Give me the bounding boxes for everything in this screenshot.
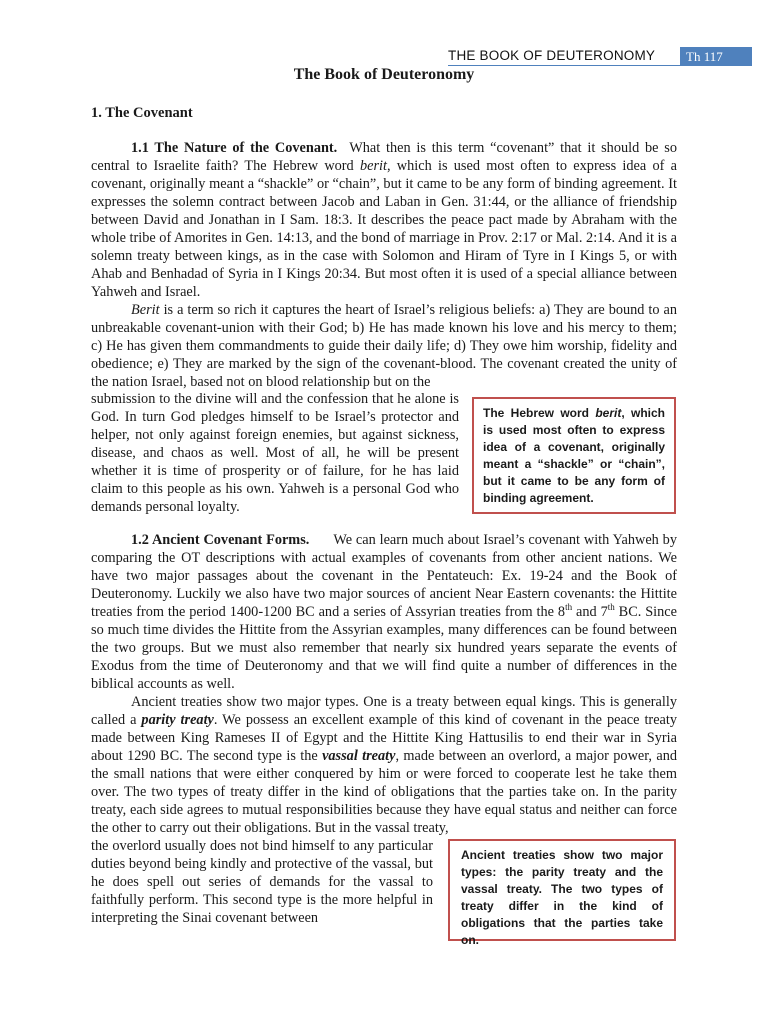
paragraph-berit: Berit is a term so rich it captures the heart of Israel’s religious beliefs: a) They are bound to an unbreakable covenant-union with their God; b) He has made known his love and his mercy to them; c) He has given them commandments to guide their daily life; d) They owe him worship, fidelity and obedience; e) They are marked by the sign of the covenant-blood. The covenant created the unity of the nation Israel, based not on blood relationship but on the — [91, 302, 677, 390]
paragraph-treaty-types: Ancient treaties show two major types. One is a treaty between equal kings. This is generally called a parity treaty. We possess an excellent example of this kind of covenant in the peace treaty made between King Rameses II of Egypt and the Hittite King Hattusilis to end their war in Syria about 1290 BC. The second type is the vassal treaty, made between an overlord, a major power, and the small nations that were either conquered by him or were forced to cooperate lest he take them over. The two types of treaty differ in the kind of obligations that the parties take on. In the parity treaty, each side agrees to mutual responsibilities because they have equal status and neither can force the other to carry out their obligations. But in the vassal treaty, — [91, 694, 678, 836]
callout-treaty-types: Ancient treaties show two major types: the parity treaty and the vassal treaty. The two types of treaty differ in the kind of obligations that the parties take on. — [448, 839, 676, 941]
term-parity-treaty: parity treaty — [141, 712, 214, 728]
paragraph-nature-of-covenant: 1.1 The Nature of the Covenant. What then is this term “covenant” that it should be so central to Israelite faith? The Hebrew word berit, which is used most often to express idea of a covenant, originally meant a “shackle” or “chain”, but it came to be any form of binding agreement. It expresses the solemn contract between Jacob and Laban in Gen. 31:44, or the alliance of friendship between David and Jonathan in I Sam. 18:3. It describes the peace pact made by Abraham with the whole tribe of Amorites in Gen. 14:13, and the bond of marriage in Prov. 2:17 or Mal. 2:14. And it is a solemn treaty between kings, as in the case with Solomon and Hiram of Tyre in I Kings 5, or with Ahab and Benhadad of Syria in I Kings 20:34. But most often it is used of a special alliance between Yahweh and Israel. — [91, 140, 678, 300]
running-header — [448, 47, 752, 66]
section-heading-covenant: 1. The Covenant — [91, 105, 193, 121]
section-1-1-body — [91, 139, 677, 391]
document-title: The Book of Deuteronomy — [293, 66, 475, 83]
paragraph-treaty-types-continued: the overlord usually does not bind himself to any particular duties beyond being kindly and protective of the vassal, but he does spell out series of demands for the vassal to faithfully perform. This second type is the more helpful in interpreting the Sinai covenant between — [91, 838, 433, 926]
course-code-tab: Th 117 — [680, 47, 752, 66]
section-1-2-body — [91, 531, 677, 837]
running-title: THE BOOK OF DEUTERONOMY — [448, 48, 656, 63]
subsection-heading-nature: 1.1 The Nature of the Covenant. — [131, 140, 338, 156]
paragraph-ancient-covenant-forms: 1.2 Ancient Covenant Forms. We can learn much about Israel’s covenant with Yahweh by comparing the OT descriptions with actual examples of covenants from other ancient nations. We have two major passages about the covenant in the Pentateuch: Ex. 19-24 and the Book of Deuteronomy. Luckily we also have two major sources of ancient Near Eastern covenants: the Hittite treaties from the period 1400-1200 BC and a series of Assyrian treaties from the 8th and 7th BC. Since so much time divides the Hittite from the Assyrian examples, many differences can be found between the two groups. But we must also remember that nearly six hundred years separate the events of Exodus from the time of Deuteronomy and that we will find quite a number of differences in the biblical accounts as well. — [91, 532, 677, 692]
subsection-heading-ancient-forms: 1.2 Ancient Covenant Forms. — [131, 532, 310, 548]
callout-berit: The Hebrew word berit, which is used most often to express idea of a covenant, originally meant a “shackle” or “chain”, but it came to be any form of binding agreement. — [472, 397, 676, 514]
paragraph-berit-continued: submission to the divine will and the confession that he alone is God. In turn God pledges himself to be Israel’s protector and helper, not only against foreign enemies, but against sickness, disease, and chaos as well. Most of all, he will be present whether it is time of prosperity or of failure, for he has laid claim to this people as his own. Yahweh is a personal God who demands personal loyalty. — [91, 391, 459, 515]
term-vassal-treaty: vassal treaty — [322, 748, 396, 764]
